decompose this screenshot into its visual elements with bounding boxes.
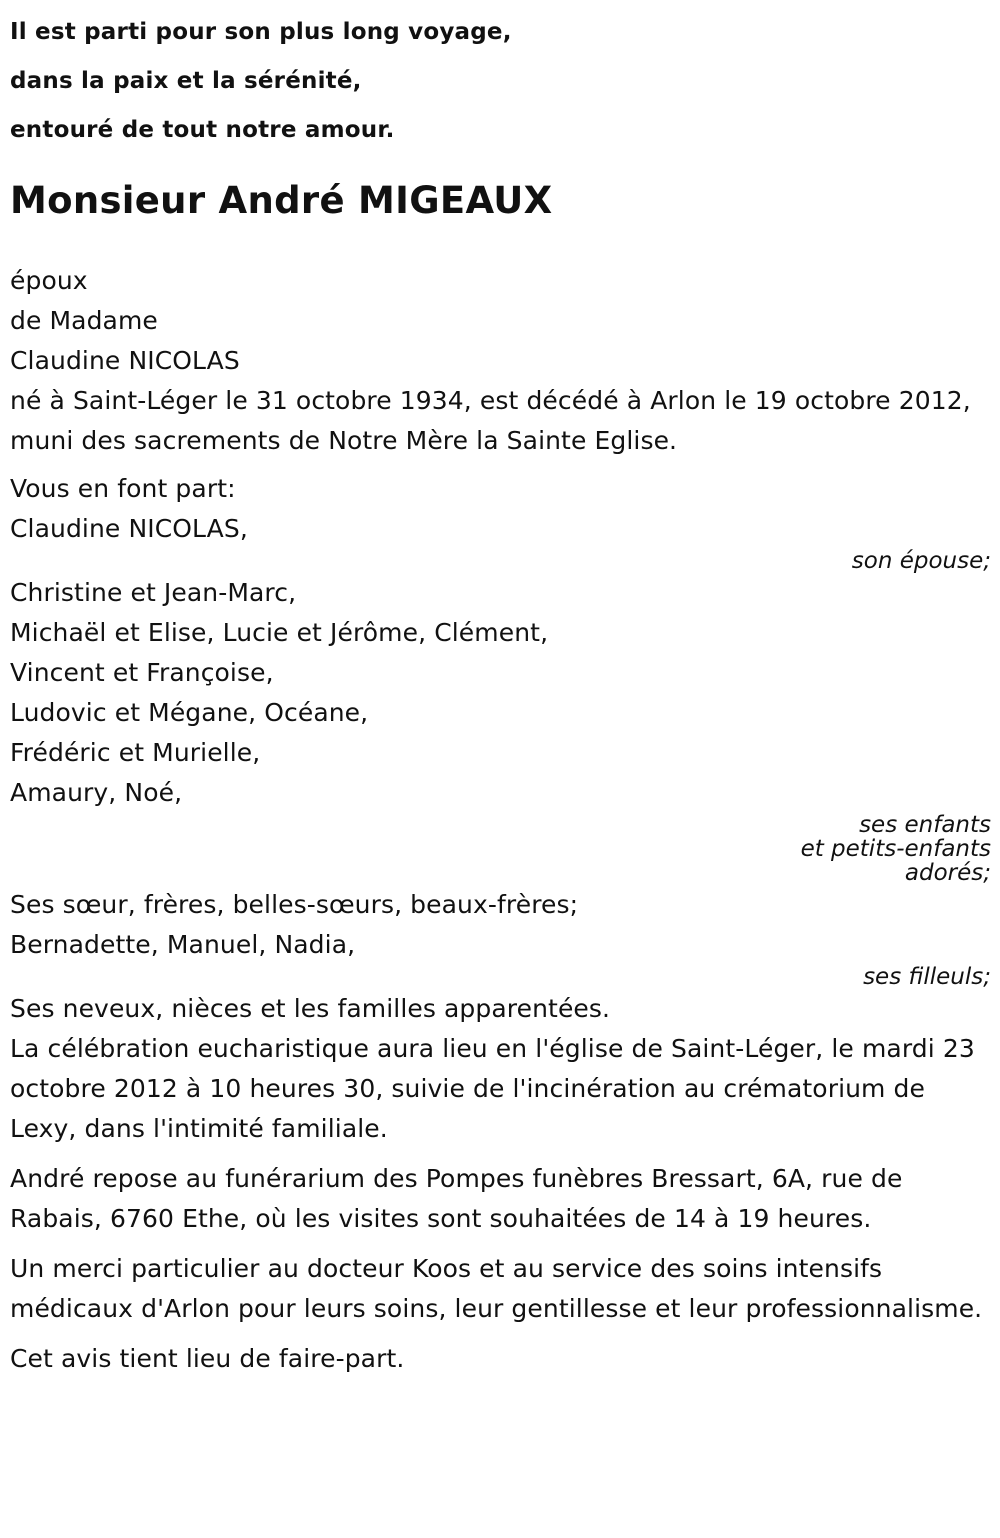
children-role-line-1: ses enfants <box>859 812 991 838</box>
intro-line-1: Il est parti pour son plus long voyage, <box>10 19 512 45</box>
notice-intro: Vous en font part: <box>10 474 236 503</box>
funerarium-paragraph: André repose au funérarium des Pompes funèbres Bressart, 6A, rue de Rabais, 6760 Ethe, où les visites sont souhaitées de 14 à 19 heures. <box>10 1164 903 1233</box>
birth-death-paragraph: né à Saint-Léger le 31 octobre 1934, est décédé à Arlon le 19 octobre 2012, muni des sacrements de Notre Mère la Sainte Eglise. <box>10 386 971 455</box>
closing-line: Cet avis tient lieu de faire-part. <box>10 1344 405 1373</box>
intro-verse <box>10 0 991 155</box>
spouse-line-2: de Madame <box>10 306 158 335</box>
ceremony-paragraph: La célébration eucharistique aura lieu en l'église de Saint-Léger, le mardi 23 octobre 2012 à 10 heures 30, suivie de l'incinération au crématorium de Lexy, dans l'intimité familiale. <box>10 1034 975 1143</box>
list-item: Michaël et Elise, Lucie et Jérôme, Clément, <box>10 618 549 647</box>
children-role-line-3: adorés; <box>904 860 991 886</box>
siblings-line: Ses sœur, frères, belles-sœurs, beaux-frères; <box>10 890 579 919</box>
list-item: Ludovic et Mégane, Océane, <box>10 698 369 727</box>
thanks-paragraph: Un merci particulier au docteur Koos et au service des soins intensifs médicaux d'Arlon pour leurs soins, leur gentillesse et leur professionnalisme. <box>10 1254 983 1323</box>
godchildren-names: Bernadette, Manuel, Nadia, <box>10 930 356 959</box>
notice-spouse-name: Claudine NICOLAS, <box>10 514 248 543</box>
godchildren-role: ses filleuls; <box>863 964 991 990</box>
obituary-notice <box>10 0 991 1379</box>
relatives-line: Ses neveux, nièces et les familles apparentées. <box>10 994 611 1023</box>
spouse-line-1: époux <box>10 266 88 295</box>
list-item: Frédéric et Murielle, <box>10 738 261 767</box>
intro-line-3: entouré de tout notre amour. <box>10 117 395 143</box>
spouse-role: son épouse; <box>851 548 991 574</box>
intro-line-2: dans la paix et la sérénité, <box>10 68 362 94</box>
spouse-line-3: Claudine NICOLAS <box>10 346 240 375</box>
family-notice <box>10 469 991 1029</box>
list-item: Christine et Jean-Marc, <box>10 578 297 607</box>
list-item: Vincent et Françoise, <box>10 658 274 687</box>
list-item: Amaury, Noé, <box>10 778 183 807</box>
deceased-name: Monsieur André MIGEAUX <box>10 179 553 222</box>
spouse-info <box>10 261 991 381</box>
children-list <box>10 573 991 813</box>
children-role-line-2: et petits-enfants <box>800 836 991 862</box>
